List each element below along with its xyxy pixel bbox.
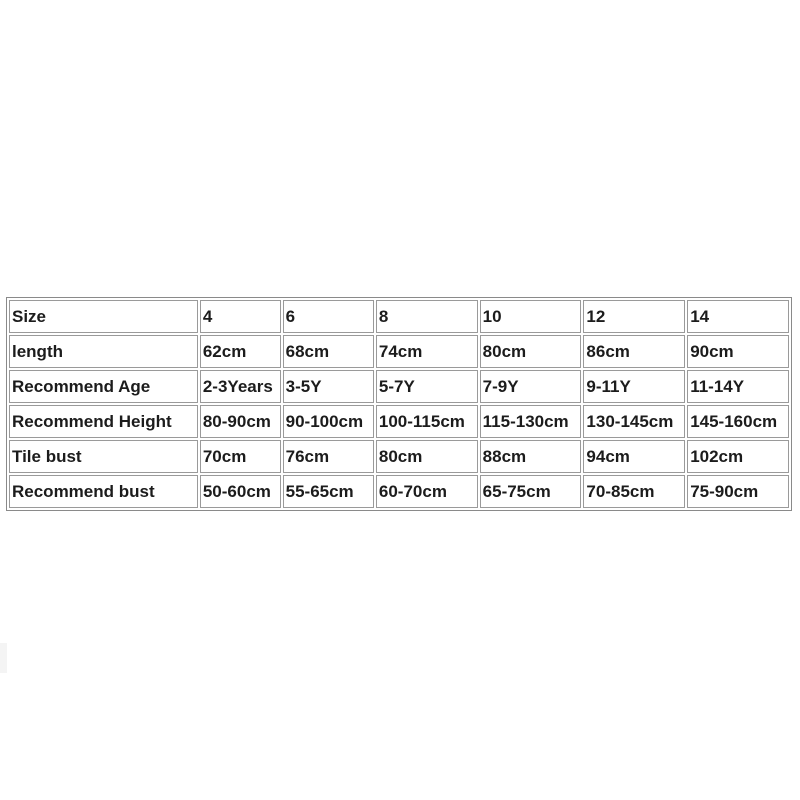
table-cell: 7-9Y — [480, 370, 582, 403]
table-cell: 75-90cm — [687, 475, 789, 508]
table-cell: 86cm — [583, 335, 685, 368]
table-cell: 12 — [583, 300, 685, 333]
table-cell: 100-115cm — [376, 405, 478, 438]
table-cell: 94cm — [583, 440, 685, 473]
table-cell: 9-11Y — [583, 370, 685, 403]
row-label-recommend-bust: Recommend bust — [9, 475, 198, 508]
table-cell: 130-145cm — [583, 405, 685, 438]
row-label-recommend-height: Recommend Height — [9, 405, 198, 438]
table-cell: 65-75cm — [480, 475, 582, 508]
table-cell: 115-130cm — [480, 405, 582, 438]
table-cell: 88cm — [480, 440, 582, 473]
table-cell: 10 — [480, 300, 582, 333]
table-cell: 50-60cm — [200, 475, 281, 508]
table-cell: 76cm — [283, 440, 374, 473]
table-row-recommend-height — [9, 405, 789, 438]
row-label-tile-bust: Tile bust — [9, 440, 198, 473]
table-cell: 55-65cm — [283, 475, 374, 508]
table-cell: 3-5Y — [283, 370, 374, 403]
table-cell: 8 — [376, 300, 478, 333]
table-row-size — [9, 300, 789, 333]
edge-artifact — [0, 643, 7, 673]
table-cell: 5-7Y — [376, 370, 478, 403]
table-row-length — [9, 335, 789, 368]
row-label-length: length — [9, 335, 198, 368]
table-cell: 80cm — [376, 440, 478, 473]
table-cell: 4 — [200, 300, 281, 333]
table-cell: 6 — [283, 300, 374, 333]
table-cell: 90cm — [687, 335, 789, 368]
table-cell: 60-70cm — [376, 475, 478, 508]
table-cell: 80-90cm — [200, 405, 281, 438]
table-cell: 102cm — [687, 440, 789, 473]
table-cell: 145-160cm — [687, 405, 789, 438]
table-cell: 70-85cm — [583, 475, 685, 508]
table-row-recommend-bust — [9, 475, 789, 508]
size-chart-table — [6, 297, 792, 511]
table-row-tile-bust — [9, 440, 789, 473]
table-cell: 74cm — [376, 335, 478, 368]
table-cell: 2-3Years — [200, 370, 281, 403]
table-cell: 80cm — [480, 335, 582, 368]
table-cell: 90-100cm — [283, 405, 374, 438]
table-cell: 11-14Y — [687, 370, 789, 403]
table-cell: 68cm — [283, 335, 374, 368]
row-label-size: Size — [9, 300, 198, 333]
table-cell: 70cm — [200, 440, 281, 473]
row-label-recommend-age: Recommend Age — [9, 370, 198, 403]
table-row-recommend-age — [9, 370, 789, 403]
table-cell: 14 — [687, 300, 789, 333]
table-cell: 62cm — [200, 335, 281, 368]
